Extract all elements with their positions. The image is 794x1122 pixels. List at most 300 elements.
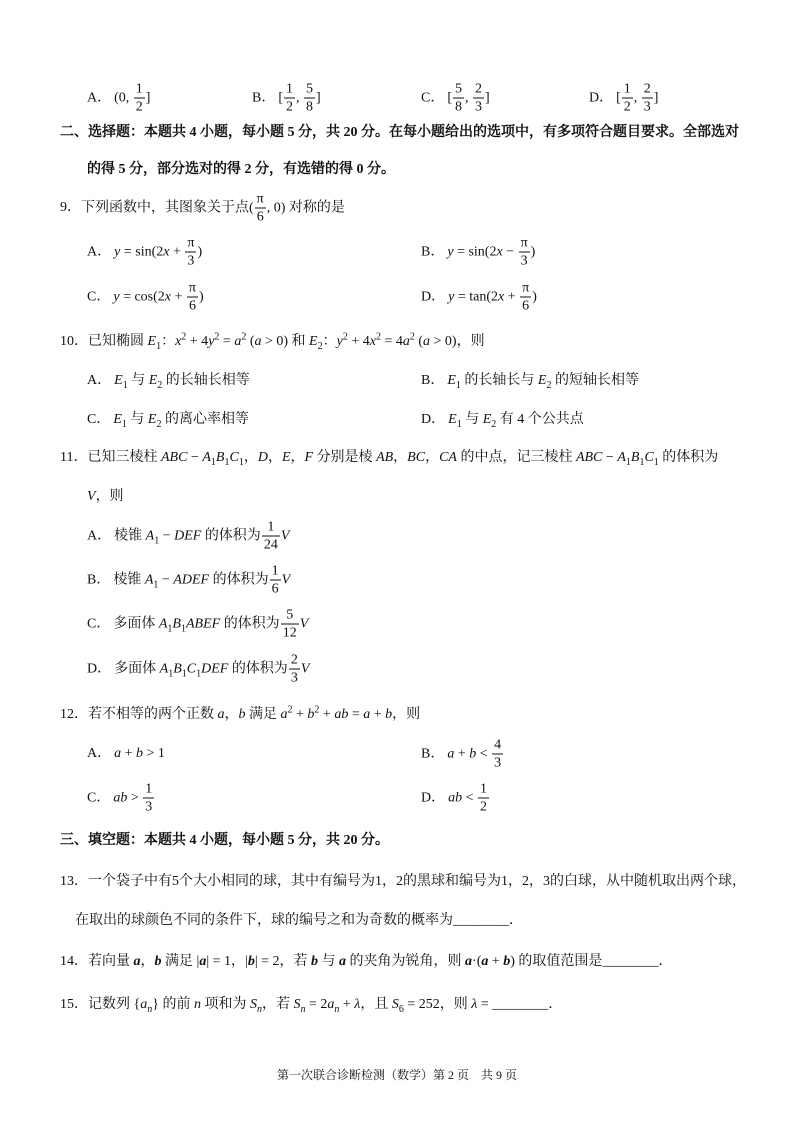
math-variable: CA [439, 450, 457, 465]
q11-option-b [87, 564, 290, 597]
option-label: A． [87, 244, 112, 260]
option-body [447, 373, 639, 391]
question-text [87, 450, 719, 468]
text-run: ． [548, 997, 563, 1012]
fraction-denominator: 3 [475, 99, 483, 115]
option-body [113, 412, 249, 430]
option-body [447, 81, 490, 115]
superscript: 2 [287, 704, 293, 716]
subscript: 6 [398, 1003, 404, 1015]
text-run: + [292, 707, 308, 722]
subscript: 2 [157, 379, 163, 391]
text-run: 的离心率相等 [161, 412, 249, 427]
math-variable: a [114, 746, 122, 761]
text-run: + 4 [347, 334, 370, 349]
subscript: 1 [456, 418, 462, 430]
text-run: + [339, 997, 355, 1012]
text-run: 多面体 [113, 616, 159, 632]
math-variable: x [164, 289, 172, 305]
option-body [278, 81, 321, 115]
question-number: 12． [60, 707, 88, 722]
page-footer: 第一次联合诊断检测（数学）第 2 页 共 9 页 [276, 1068, 517, 1082]
text-run: = sin(2 [453, 244, 497, 260]
text-run: 与 [461, 412, 483, 427]
fraction [478, 782, 489, 815]
fraction-numerator: 1 [262, 520, 280, 537]
subscript: 1 [167, 623, 173, 635]
fraction [304, 82, 315, 115]
math-variable: y [447, 244, 454, 260]
text-run: + 4 [186, 334, 209, 349]
option-label: C． [87, 790, 111, 806]
option-label: D． [421, 790, 446, 806]
subscript: 1 [154, 535, 160, 547]
text-run: ． [658, 954, 673, 969]
math-variable: B [630, 450, 640, 465]
text-run: + [319, 707, 335, 722]
math-variable: DEF [174, 528, 202, 544]
math-variable: S [391, 997, 399, 1012]
fraction-numerator: π [188, 280, 196, 296]
math-variable: ABC [160, 450, 188, 465]
text-run: ： [322, 334, 337, 349]
text-run: ， [267, 450, 282, 465]
answer-blank: ________ [602, 954, 659, 969]
text-run: ， [140, 954, 155, 969]
text-run: ) [530, 244, 536, 260]
text-run: < [476, 746, 492, 762]
math-variable: a [254, 334, 262, 349]
question-text [88, 954, 672, 969]
text-run: ： [161, 334, 176, 349]
q8-option-b [252, 82, 321, 115]
question-text [88, 331, 485, 352]
subscript: 1 [153, 579, 159, 591]
text-run: = [477, 997, 493, 1012]
question-11-stem-continued [87, 487, 124, 507]
text-run: 下列函数中，其图象关于点( [81, 200, 254, 216]
text-run: ， [224, 707, 239, 722]
text-run: ． [509, 913, 523, 928]
option-label: C． [87, 412, 111, 427]
subscript: 1 [210, 456, 216, 468]
option-body [114, 81, 151, 115]
fraction-denominator: 2 [286, 99, 294, 115]
fraction-denominator: 2 [480, 799, 488, 815]
option-label: B． [421, 373, 445, 388]
vector-variable: b [154, 954, 162, 969]
math-variable: ab [334, 707, 349, 722]
text-run: ，则 [392, 707, 421, 722]
math-variable: x [496, 244, 503, 260]
question-15-stem [60, 995, 562, 1015]
fraction-denominator: 3 [520, 253, 528, 269]
fraction-denominator: 3 [187, 253, 195, 269]
question-number: 13． [60, 874, 88, 889]
math-variable: a [327, 997, 335, 1012]
math-variable: B [172, 616, 181, 632]
option-label: C． [421, 90, 445, 106]
superscript: 2 [181, 331, 187, 343]
subscript: n [256, 1003, 262, 1015]
text-run: = 4 [380, 334, 403, 349]
text-run: 若不相等的两个正数 [88, 707, 218, 722]
text-run: = 2 [305, 997, 328, 1012]
text-run: ， [425, 450, 440, 465]
option-body [114, 652, 310, 686]
math-variable: x [498, 289, 505, 305]
question-12-stem [60, 705, 420, 725]
text-run: = cos(2 [119, 289, 165, 305]
text-run: 满足 | [161, 954, 200, 969]
option-body [114, 746, 165, 761]
subscript: n [147, 1003, 153, 1015]
math-variable: AB [376, 450, 394, 465]
math-variable: C [229, 450, 239, 465]
q10-option-a [87, 371, 250, 391]
q9-option-a [87, 236, 202, 269]
math-variable: E [148, 373, 158, 388]
subscript: 1 [121, 418, 127, 430]
math-variable: V [87, 489, 96, 504]
vector-variable: a [465, 954, 473, 969]
text-run: + [171, 289, 186, 305]
math-variable: y [114, 244, 121, 260]
subscript: 1 [168, 668, 174, 680]
text-run: 的体积为 [228, 661, 288, 677]
text-run: (0, [114, 90, 133, 106]
text-run: > 1 [143, 746, 165, 761]
question-13-stem-continued [75, 911, 523, 931]
option-body [447, 737, 504, 771]
math-variable: A [202, 450, 211, 465]
math-variable: b [469, 746, 477, 762]
text-run: | = 1，| [206, 954, 248, 969]
text-run: 的长轴长与 [460, 373, 538, 388]
math-variable: E [114, 373, 123, 388]
math-variable: y [448, 289, 455, 305]
math-variable: V [280, 528, 290, 544]
text-run: = [219, 334, 235, 349]
text-run: > [127, 790, 143, 806]
fraction-denominator: 2 [135, 99, 143, 115]
option-body [114, 373, 250, 391]
text-run: − [187, 450, 203, 465]
math-variable: B [173, 661, 182, 677]
math-variable: DEF [201, 661, 229, 677]
subscript: 1 [653, 456, 659, 468]
option-label: B． [421, 746, 445, 762]
math-variable: ab [113, 790, 128, 806]
vector-variable: a [199, 954, 207, 969]
math-variable: B [215, 450, 225, 465]
text-run: = [348, 707, 364, 722]
option-body [448, 412, 584, 430]
vector-variable: a [339, 954, 347, 969]
math-variable: y [208, 334, 215, 349]
text-run: ] [316, 90, 321, 106]
vector-variable: b [247, 954, 255, 969]
text-run: , [296, 90, 304, 106]
math-variable: V [299, 616, 309, 632]
superscript: 2 [342, 331, 348, 343]
fraction [453, 82, 464, 115]
fraction-denominator: 3 [290, 670, 298, 686]
text-run: + [488, 954, 504, 969]
text-run: ) [199, 289, 204, 305]
math-variable: C [644, 450, 654, 465]
fraction-numerator: π [522, 280, 530, 296]
fraction [289, 653, 300, 686]
text-run: ，且 [360, 997, 392, 1012]
math-variable: x [163, 244, 170, 260]
option-label: C． [87, 289, 111, 305]
subscript: 1 [639, 456, 645, 468]
text-run: , [465, 90, 473, 106]
option-body [448, 781, 490, 815]
math-variable: E [281, 450, 291, 465]
math-variable: x [369, 334, 376, 349]
vector-variable: b [311, 954, 319, 969]
text-run: 与 [127, 373, 149, 388]
fraction [255, 192, 266, 225]
question-number: 15． [60, 997, 88, 1012]
math-variable: a [363, 707, 371, 722]
option-body [113, 563, 291, 597]
fraction-denominator: 8 [306, 99, 314, 115]
math-variable: y [336, 334, 343, 349]
question-11-stem [60, 448, 718, 468]
math-variable: x [175, 334, 182, 349]
option-body [113, 280, 204, 314]
subscript: 1 [238, 456, 244, 468]
section-2-heading: 二、选择题：本题共 4 小题，每小题 5 分，共 20 分。在每小题给出的选项中，有多项符合题目要求。全部选对 [60, 125, 739, 140]
math-variable: V [281, 572, 291, 588]
fraction [520, 281, 531, 314]
subscript: 1 [455, 379, 461, 391]
option-body [114, 519, 290, 553]
option-label: A． [87, 746, 112, 761]
subscript: 1 [122, 379, 128, 391]
q8-option-d [589, 82, 658, 115]
math-variable: ab [448, 790, 463, 806]
text-run: } 的前 [152, 997, 194, 1012]
text-run: ， [393, 450, 408, 465]
fraction-numerator: 2 [643, 81, 651, 97]
fraction [281, 608, 299, 641]
text-run: ) 的取值范围是 [510, 954, 603, 969]
option-body [113, 781, 155, 815]
question-text [81, 191, 345, 225]
q11-option-c [87, 608, 308, 641]
text-run: | = 2，若 [254, 954, 312, 969]
math-variable: D [257, 450, 268, 465]
text-run: 项和为 [200, 997, 250, 1012]
math-variable: E [147, 412, 157, 427]
option-label: D． [589, 90, 614, 106]
fraction-numerator: 1 [286, 81, 294, 97]
text-run: ，则 [95, 489, 124, 504]
fraction [134, 82, 145, 115]
text-run: , [633, 90, 641, 106]
text-run: 与 [126, 412, 148, 427]
fraction-numerator: 1 [271, 563, 279, 579]
fraction-denominator: 6 [188, 298, 196, 314]
q11-option-d [87, 653, 309, 686]
text-run: > 0) 和 [261, 334, 310, 349]
question-text [88, 997, 563, 1015]
text-run: 与 [318, 954, 340, 969]
subscript: 1 [156, 340, 162, 352]
fraction-denominator: 3 [643, 99, 651, 115]
fraction [622, 82, 633, 115]
text-run: + [169, 244, 185, 260]
text-run: [ [278, 90, 284, 106]
fraction-denominator: 12 [282, 625, 297, 641]
math-variable: A [144, 572, 154, 588]
q12-option-d [421, 782, 490, 815]
fraction-numerator: 5 [306, 81, 314, 97]
question-14-stem [60, 952, 672, 972]
math-variable: E [147, 334, 157, 349]
fraction-denominator: 6 [256, 209, 264, 225]
fraction [185, 236, 196, 269]
math-variable: a [402, 334, 410, 349]
subscript: 1 [196, 668, 202, 680]
fraction [270, 564, 281, 597]
fraction-denominator: 2 [623, 99, 631, 115]
math-variable: ABEF [185, 616, 221, 632]
option-label: D． [421, 289, 446, 305]
fraction-denominator: 6 [522, 298, 530, 314]
text-run: 满足 [245, 707, 281, 722]
math-variable: C [186, 661, 197, 677]
math-variable: a [423, 334, 431, 349]
option-label: D． [421, 412, 446, 427]
fraction-numerator: 5 [281, 608, 299, 625]
text-run: 已知三棱柱 [87, 450, 161, 465]
text-run: 多面体 [114, 661, 160, 677]
math-variable: a [140, 997, 148, 1012]
fraction [642, 82, 653, 115]
math-variable: E [113, 412, 122, 427]
superscript: 2 [375, 331, 381, 343]
superscript: 2 [314, 704, 320, 716]
answer-blank: ________ [453, 913, 509, 928]
q8-option-c [421, 82, 490, 115]
text-run: , 0) 对称的是 [266, 200, 345, 216]
text-run: 的体积为 [209, 572, 269, 588]
option-label: A． [87, 373, 112, 388]
subscript: 1 [224, 456, 230, 468]
question-text [88, 704, 421, 722]
option-label: B． [252, 90, 276, 106]
q9-option-d [421, 281, 537, 314]
fraction-numerator: 1 [145, 781, 153, 797]
vector-variable: a [481, 954, 489, 969]
fraction-numerator: 2 [290, 652, 298, 668]
subscript: 2 [491, 418, 497, 430]
vector-variable: a [133, 954, 141, 969]
text-run: 的长轴长相等 [162, 373, 250, 388]
q10-option-d [421, 410, 584, 430]
text-run: ( [414, 334, 424, 349]
text-run: ] [653, 90, 659, 106]
text-run: − [159, 528, 175, 544]
text-run: 棱锥 [114, 528, 146, 544]
fraction-denominator: 24 [263, 537, 278, 553]
superscript: 2 [214, 331, 220, 343]
math-variable: E [537, 373, 547, 388]
option-body [114, 235, 203, 269]
fraction-numerator: 1 [480, 781, 488, 797]
text-run: + [504, 289, 520, 305]
text-run: + [121, 746, 137, 761]
text-run: 的体积为 [220, 616, 280, 632]
fraction [187, 281, 198, 314]
text-run: − [602, 450, 618, 465]
text-run: 记数列 { [88, 997, 141, 1012]
math-variable: F [304, 450, 314, 465]
question-13-stem [60, 872, 746, 892]
fraction-denominator: 3 [145, 799, 153, 815]
q10-option-b [421, 371, 639, 391]
superscript: 2 [241, 331, 247, 343]
math-variable: b [385, 707, 393, 722]
text-run: 的体积为 [201, 528, 261, 544]
superscript: 2 [409, 331, 415, 343]
text-run: ] [485, 90, 490, 106]
q12-option-c [87, 782, 155, 815]
subscript: 2 [317, 340, 323, 352]
fraction-numerator: 1 [623, 81, 631, 97]
math-variable: A [617, 450, 626, 465]
fraction-numerator: π [520, 235, 528, 251]
option-label: A． [87, 528, 112, 544]
text-run: [ [447, 90, 453, 106]
fraction [492, 738, 503, 771]
q12-option-a [87, 744, 165, 764]
math-variable: b [307, 707, 315, 722]
math-variable: λ [354, 997, 361, 1012]
fraction-numerator: 1 [135, 81, 143, 97]
option-label: D． [87, 661, 112, 677]
subscript: 1 [625, 456, 631, 468]
math-variable: A [158, 616, 168, 632]
fraction-numerator: 2 [475, 81, 483, 97]
text-run: ) [532, 289, 537, 305]
text-run: < [462, 790, 478, 806]
text-run: > 0)，则 [430, 334, 485, 349]
question-number: 14． [60, 954, 88, 969]
subscript: n [334, 1003, 340, 1015]
fraction-numerator: π [187, 235, 195, 251]
math-variable: A [145, 528, 155, 544]
subscript: n [300, 1003, 306, 1015]
math-variable: a [234, 334, 242, 349]
text-run: 有 4 个公共点 [496, 412, 584, 427]
option-label: A． [87, 90, 112, 106]
math-variable: S [249, 997, 257, 1012]
option-body [616, 81, 659, 115]
fraction-denominator: 3 [494, 755, 502, 771]
text-run: 的短轴长相等 [551, 373, 639, 388]
section-3-heading: 三、填空题：本题共 4 小题，每小题 5 分，共 20 分。 [60, 833, 389, 848]
fraction [284, 82, 295, 115]
text-run: + [370, 707, 386, 722]
math-variable: λ [471, 997, 478, 1012]
q9-option-c [87, 281, 204, 314]
